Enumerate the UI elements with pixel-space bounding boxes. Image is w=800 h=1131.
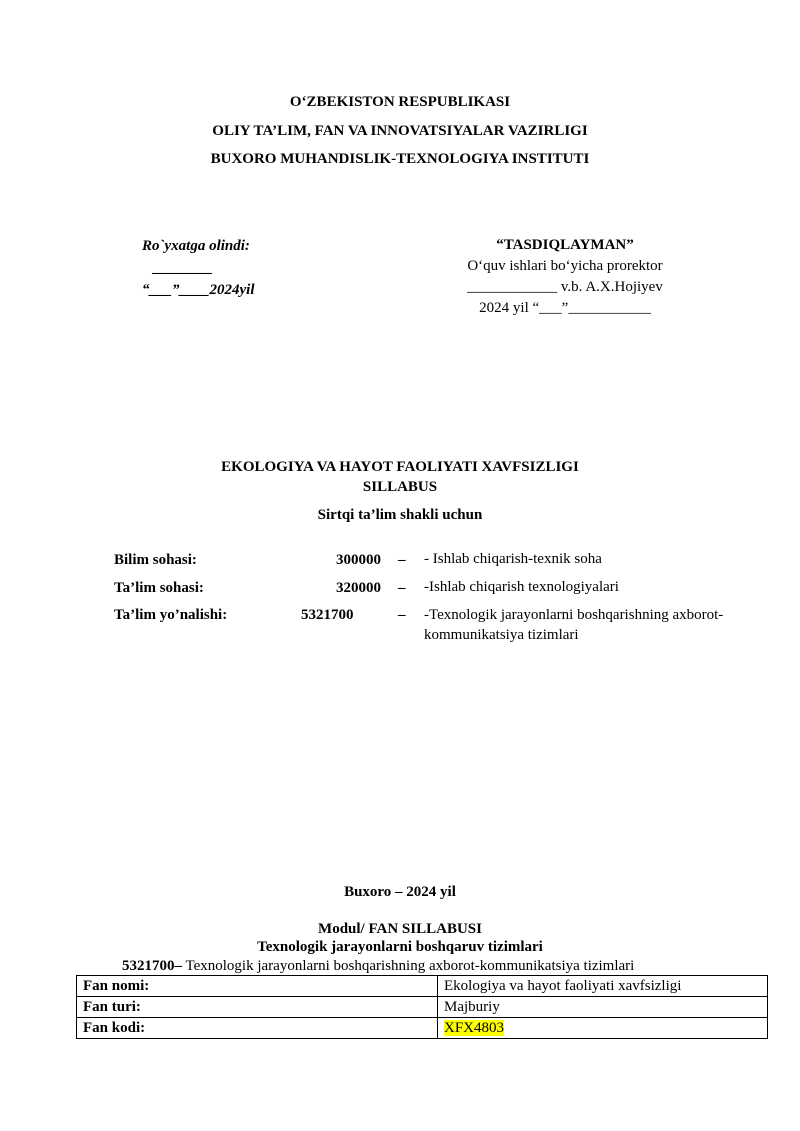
document-title: EKOLOGIYA VA HAYOT FAOLIYATI XAVFSIZLIGI <box>221 459 579 475</box>
approval-date: 2024 yil “___”___________ <box>479 300 651 316</box>
info-row-direction <box>0 604 800 643</box>
info-dash: – <box>398 552 406 568</box>
registration-label: Ro`yxatga olindi: <box>142 238 250 254</box>
info-label: Bilim sohasi: <box>114 552 197 568</box>
approval-block <box>440 235 690 319</box>
table-row <box>77 1018 768 1039</box>
info-code: 300000 <box>336 552 381 568</box>
document-subtitle: SILLABUS <box>362 479 438 495</box>
subject-name-label: Fan nomi: <box>77 976 438 997</box>
info-description: -Ishlab chiqarish texnologiyalari <box>424 579 619 595</box>
subject-table <box>76 975 768 1039</box>
registration-number: ________ <box>152 260 212 276</box>
info-description: - Ishlab chiqarish-texnik soha <box>424 551 602 567</box>
modul-title: Modul/ FAN SILLABUSI <box>318 921 482 937</box>
subject-code-cell <box>438 1018 768 1039</box>
modul-subtitle: Texnologik jarayonlarni boshqaruv tizimlari <box>257 939 543 955</box>
ministry-country: O‘ZBEKISTON RESPUBLIKASI <box>289 94 511 110</box>
subject-type-value: Majburiy <box>438 997 768 1018</box>
subject-code-value: XFX4803 <box>444 1020 505 1036</box>
info-row-knowledge-area <box>0 549 800 571</box>
info-code: 5321700 <box>301 607 354 623</box>
info-dash: – <box>398 580 406 596</box>
approval-signature: ____________ v.b. A.X.Hojiyev <box>467 279 663 295</box>
ministry-name: OLIY TA’LIM, FAN VA INNOVATSIYALAR VAZIRLIGI <box>212 123 588 139</box>
modul-direction-name: Texnologik jarayonlarni boshqarishning axborot-kommunikatsiya tizimlari <box>182 958 635 974</box>
modul-direction-code: 5321700– <box>122 958 182 974</box>
info-dash: – <box>398 607 406 623</box>
city-year: Buxoro – 2024 yil <box>344 884 456 900</box>
approval-title: “TASDIQLAYMAN” <box>496 237 634 253</box>
approval-role: O‘quv ishlari bo‘yicha prorektor <box>467 258 663 274</box>
info-code: 320000 <box>336 580 381 596</box>
modul-direction <box>122 958 634 975</box>
table-row <box>77 997 768 1018</box>
info-label: Ta’lim sohasi: <box>114 580 204 596</box>
info-description: -Texnologik jarayonlarni boshqarishning axborot-kommunikatsiya tizimlari <box>424 607 724 643</box>
study-form: Sirtqi ta’lim shakli uchun <box>317 507 483 523</box>
registration-block <box>142 235 382 301</box>
subject-code-label: Fan kodi: <box>77 1018 438 1039</box>
subject-name-value: Ekologiya va hayot faoliyati xavfsizligi <box>438 976 768 997</box>
subject-type-label: Fan turi: <box>77 997 438 1018</box>
info-row-education-area <box>0 577 800 599</box>
info-label: Ta’lim yo’nalishi: <box>114 607 228 623</box>
institute-name: BUXORO MUHANDISLIK-TEXNOLOGIYA INSTITUTI <box>210 151 590 167</box>
table-row <box>77 976 768 997</box>
registration-date: “___”____2024yil <box>142 282 255 298</box>
